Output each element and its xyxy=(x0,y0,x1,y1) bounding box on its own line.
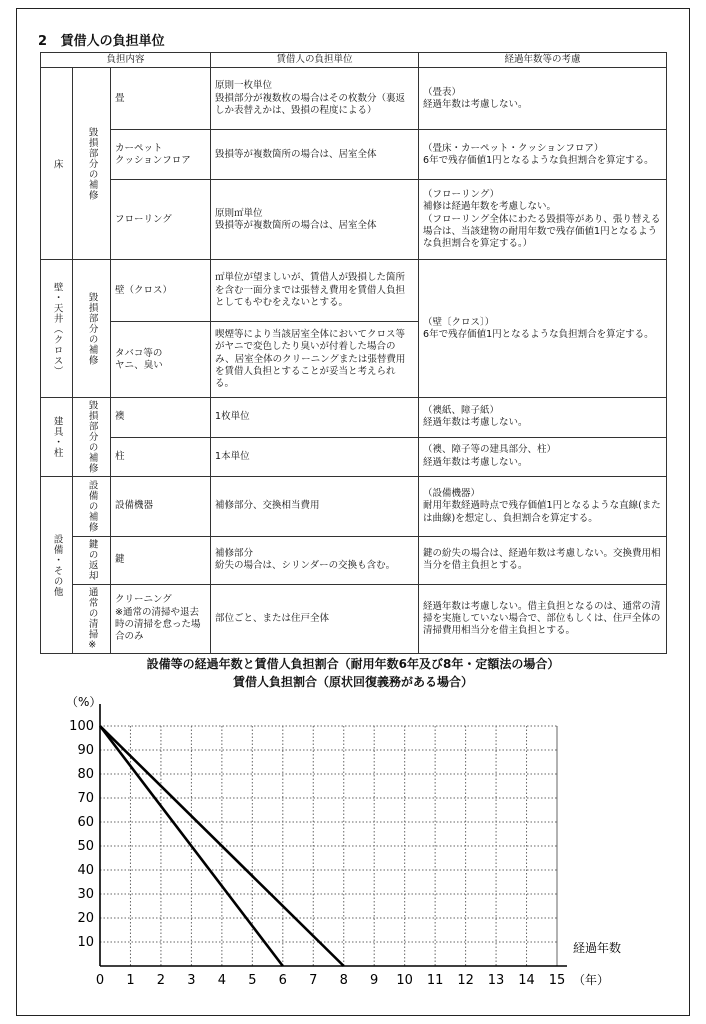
table-row xyxy=(41,476,667,536)
unit-cell: 毀損等が複数箇所の場合は、居室全体 xyxy=(211,130,419,180)
table-row xyxy=(41,536,667,584)
table-row xyxy=(41,68,667,130)
item-cell: フローリング xyxy=(111,180,211,260)
item-cell: カーペット クッションフロア xyxy=(111,130,211,180)
category-cell xyxy=(41,68,73,260)
category-label: 床 xyxy=(51,158,63,170)
subgroup-label: 鍵の返却 xyxy=(86,539,98,582)
y-tick-label: 50 xyxy=(77,839,94,854)
x-axis-unit: （年） xyxy=(573,973,610,987)
unit-cell: 原則一枚単位 毀損部分が複数枚の場合はその枚数分（裏返しか表替えかは、毀損の程度による） xyxy=(211,68,419,130)
x-tick-label: 1 xyxy=(126,973,135,988)
consideration-cell: （畳表） 経過年数は考慮しない。 xyxy=(419,68,667,130)
item-cell: 襖 xyxy=(111,398,211,437)
subgroup-label: 通常の清掃※ xyxy=(86,586,98,652)
subgroup-cell xyxy=(73,476,111,536)
table-row xyxy=(41,260,667,322)
item-cell: 鍵 xyxy=(111,536,211,584)
y-tick-label: 40 xyxy=(77,863,94,878)
x-tick-label: 0 xyxy=(95,973,105,988)
category-cell xyxy=(41,398,73,477)
item-cell: 設備機器 xyxy=(111,476,211,536)
category-cell xyxy=(41,476,73,654)
unit-cell: 原則㎡単位 毀損等が複数箇所の場合は、居室全体 xyxy=(211,180,419,260)
consideration-cell: 経過年数は考慮しない。借主負担となるのは、通常の清掃を実施していない場合で、部位もしくは、住戸全体の清掃費用相当分を借主負担とする。 xyxy=(419,584,667,654)
depreciation-chart xyxy=(0,690,706,1010)
consideration-cell: （フローリング） 補修は経過年数を考慮しない。 （フローリング全体にわたる毀損等があり、張り替える場合は、当該建物の耐用年数で残存価値1円となるような負担割合を算定する。） xyxy=(419,180,667,260)
consideration-cell: （襖紙、障子紙） 経過年数は考慮しない。 xyxy=(419,398,667,437)
y-tick-label: 90 xyxy=(77,743,94,758)
table-row xyxy=(41,130,667,180)
subgroup-label: 設備の補修 xyxy=(86,480,98,533)
category-label: 設備・その他 xyxy=(51,533,63,597)
unit-cell: 1枚単位 xyxy=(211,398,419,437)
table-row xyxy=(41,398,667,437)
item-cell: クリーニング ※通常の清掃や退去時の清掃を怠った場合のみ xyxy=(111,584,211,654)
x-tick-label: 2 xyxy=(156,973,166,988)
table-row xyxy=(41,584,667,654)
x-axis-label: 経過年数 xyxy=(573,941,622,955)
y-tick-label: 30 xyxy=(77,887,94,902)
unit-cell: 喫煙等により当該居室全体においてクロス等がヤニで変色したり臭いが付着した場合のみ、居室全体のクリーニングまたは張替費用を賃借人負担とすることが妥当と考えられる。 xyxy=(211,322,419,398)
x-tick-label: 9 xyxy=(370,973,379,988)
subgroup-label: 毀損部分の補修 xyxy=(86,127,98,201)
item-cell: タバコ等の ヤニ、臭い xyxy=(111,322,211,398)
subgroup-cell xyxy=(73,260,111,398)
unit-cell: 補修部分、交換相当費用 xyxy=(211,476,419,536)
y-tick-label: 60 xyxy=(77,815,94,830)
x-tick-label: 13 xyxy=(487,973,505,988)
header-burden-content: 負担内容 xyxy=(41,53,211,68)
consideration-cell: （壁〔クロス〕） 6年で残存価値1円となるような負担割合を算定する。 xyxy=(419,260,667,398)
x-tick-label: 14 xyxy=(518,973,535,988)
unit-cell: 1本単位 xyxy=(211,437,419,476)
y-tick-label: 100 xyxy=(69,719,94,734)
chart-subtitle: 賃借人負担割合（原状回復義務がある場合） xyxy=(232,675,473,689)
y-tick-label: 20 xyxy=(77,911,94,926)
table-header-row xyxy=(41,53,667,68)
x-tick-label: 11 xyxy=(426,973,444,988)
subgroup-label: 毀損部分の補修 xyxy=(86,400,98,474)
y-tick-label: 70 xyxy=(77,791,94,806)
x-tick-label: 7 xyxy=(309,973,318,988)
y-axis-label: （%） xyxy=(66,695,102,709)
y-tick-label: 80 xyxy=(77,767,94,782)
subgroup-label: 毀損部分の補修 xyxy=(86,292,98,366)
header-burden-unit: 賃借人の負担単位 xyxy=(211,53,419,68)
section-number: 2 xyxy=(38,34,48,49)
consideration-cell: 鍵の紛失の場合は、経過年数は考慮しない。交換費用相当分を借主負担とする。 xyxy=(419,536,667,584)
subgroup-cell xyxy=(73,398,111,477)
x-tick-label: 8 xyxy=(339,973,348,988)
unit-cell: 補修部分 紛失の場合は、シリンダーの交換も含む。 xyxy=(211,536,419,584)
category-label: 建具・柱 xyxy=(51,416,63,459)
consideration-cell: （畳床・カーペット・クッションフロア） 6年で残存価値1円となるような負担割合を算定する。 xyxy=(419,130,667,180)
header-consideration: 経過年数等の考慮 xyxy=(419,53,667,68)
item-cell: 柱 xyxy=(111,437,211,476)
burden-table xyxy=(40,52,667,654)
subgroup-cell xyxy=(73,584,111,654)
category-label: 壁・天井（クロス） xyxy=(51,281,63,377)
x-tick-label: 6 xyxy=(278,973,287,988)
x-tick-label: 4 xyxy=(217,973,227,988)
x-tick-label: 15 xyxy=(548,973,566,988)
x-tick-label: 3 xyxy=(187,973,196,988)
consideration-cell: （設備機器） 耐用年数経過時点で残存価値1円となるような直線(または曲線)を想定し、負担割合を算定する。 xyxy=(419,476,667,536)
x-tick-label: 12 xyxy=(457,973,474,988)
subgroup-cell xyxy=(73,536,111,584)
unit-cell: 部位ごと、または住戸全体 xyxy=(211,584,419,654)
y-tick-label: 10 xyxy=(77,935,94,950)
section-heading xyxy=(38,30,165,49)
item-cell: 畳 xyxy=(111,68,211,130)
x-tick-label: 5 xyxy=(248,973,257,988)
section-title: 賃借人の負担単位 xyxy=(60,34,165,49)
subgroup-cell xyxy=(73,68,111,260)
table-row xyxy=(41,437,667,476)
x-tick-label: 10 xyxy=(396,973,413,988)
chart-title: 設備等の経過年数と賃借人負担割合（耐用年数6年及び8年・定額法の場合） xyxy=(146,657,560,671)
category-cell xyxy=(41,260,73,398)
table-row xyxy=(41,180,667,260)
item-cell: 壁（クロス） xyxy=(111,260,211,322)
consideration-cell: （襖、障子等の建具部分、柱） 経過年数は考慮しない。 xyxy=(419,437,667,476)
unit-cell: ㎡単位が望ましいが、賃借人が毀損した箇所を含む一面分までは張替え費用を賃借人負担としてもやむをえないとする。 xyxy=(211,260,419,322)
